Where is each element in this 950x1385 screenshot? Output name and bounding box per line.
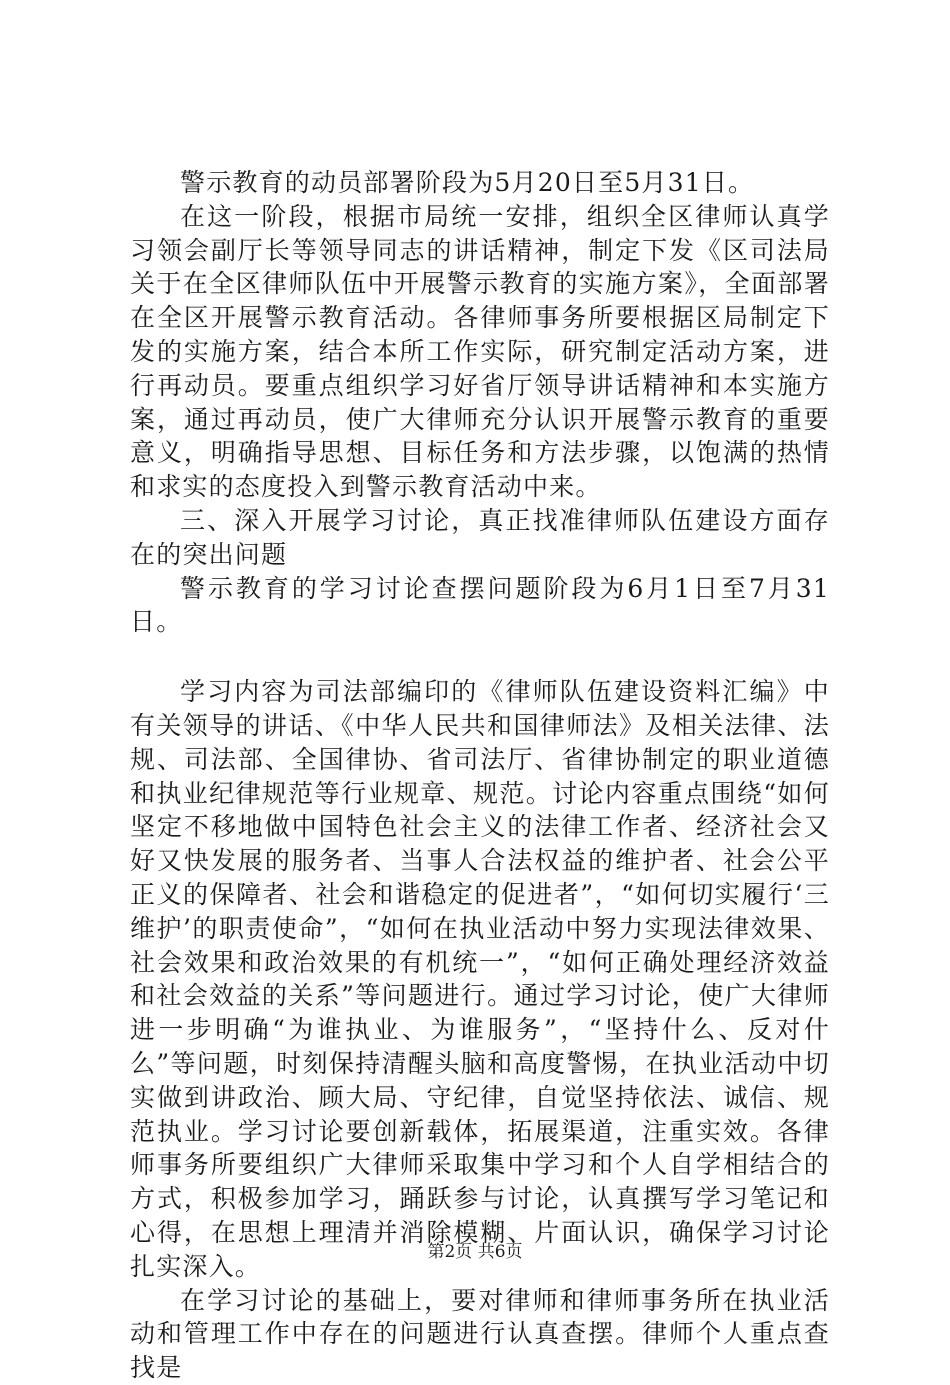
paragraph-spacer	[130, 639, 830, 675]
document-body	[130, 166, 830, 1385]
paragraph-stage-dates: 警示教育的动员部署阶段为5月20日至5月31日。	[180, 168, 755, 197]
section-heading-three: 三、深入开展学习讨论，真正找准律师队伍建设方面存在的突出问题	[130, 505, 830, 569]
paragraph-mobilization: 在这一阶段，根据市局统一安排，组织全区律师认真学习领会副厅长等领导同志的讲话精神，制定下发《区司法局关于在全区律师队伍中开展警示教育的实施方案》，全面部署在全区开展警示教育活动。各律师事务所要根据区局制定下发的实施方案，结合本所工作实际，研究制定活动方案，进行再动员。要重点组织学习好省厅领导讲话精神和本实施方案，通过再动员，使广大律师充分认识开展警示教育的重要意义，明确指导思想、目标任务和方法步骤，以饱满的热情和求实的态度投入到警示教育活动中来。	[130, 201, 830, 502]
paragraph-problem-review: 在学习讨论的基础上，要对律师和律师事务所在执业活动和管理工作中存在的问题进行认真查摆。律师个人重点查找是	[130, 1285, 830, 1383]
page-number-footer: 第2页 共6页	[427, 1242, 523, 1262]
paragraph-discussion-dates: 警示教育的学习讨论查摆问题阶段为6月1日至7月31日。	[130, 573, 830, 637]
paragraph-study-content: 学习内容为司法部编印的《律师队伍建设资料汇编》中有关领导的讲话、《中华人民共和国律师法》及相关法律、法规、司法部、全国律协、省司法厅、省律协制定的职业道德和执业纪律规范等行业规章、规范。讨论内容重点围绕“如何坚定不移地做中国特色社会主义的法律工作者、经济社会又好又快发展的服务者、当事人合法权益的维护者、社会公平正义的保障者、社会和谐稳定的促进者”，“如何切实履行‘三维护’的职责使命”，“如何在执业活动中努力实现法律效果、社会效果和政治效果的有机统一”，“如何正确处理经济效益和社会效益的关系”等问题进行。通过学习讨论，使广大律师进一步明确“为谁执业、为谁服务”，“坚持什么、反对什么”等问题，时刻保持清醒头脑和高度警惕，在执业活动中切实做到讲政治、顾大局、守纪律，自觉坚持依法、诚信、规范执业。学习讨论要创新载体，拓展渠道，注重实效。各律师事务所要组织广大律师采取集中学习和个人自学相结合的方式，积极参加学习，踊跃参与讨论，认真撰写学习笔记和心得，在思想上理清并消除模糊、片面认识，确保学习讨论扎实深入。	[130, 677, 830, 1281]
